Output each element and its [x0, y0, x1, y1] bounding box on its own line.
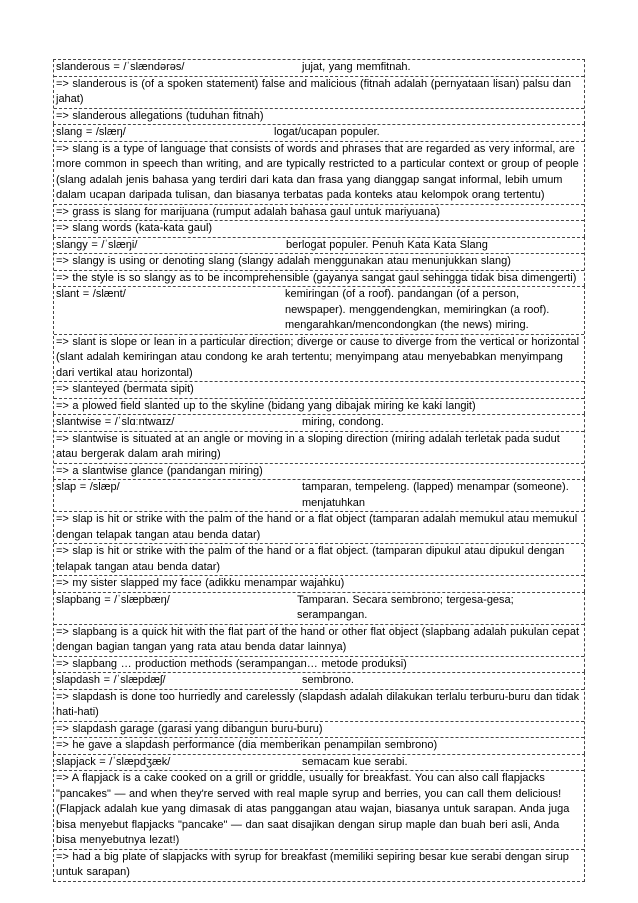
- entry-meaning: kemiringan (of a roof). pandangan (of a person, newspaper). menggendengkan, memiringkan (a roof). mengarahkan/mencondongkan (the news) miring.: [285, 288, 550, 331]
- entry-example-line: => slanderous allegations (tuduhan fitnah): [56, 109, 264, 122]
- vocab-entry: [53, 124, 585, 237]
- entry-headword: slang = /slæŋ/: [56, 126, 126, 138]
- entry-example-line: => slap is hit or strike with the palm of the hand or a flat object (tamparan adalah memukul atau memukul dengan telapak tangan atau benda datar): [54, 512, 584, 544]
- entry-example-line: => A flapjack is a cake cooked on a grill or griddle, usually for breakfast. You can also call flapjacks "pancakes" — and when they're served with real maple syrup and berries, you can call them delicious! (Flapjack adalah kue yang dimasak di atas panggangan atau wajan, biasanya untuk sarapan. Anda juga bisa menyebut flapjacks "pancake" — dan saat disajikan dengan sirup maple dan buah beri asli, Anda bisa menyebutnya lezat!): [54, 771, 584, 850]
- vocab-entry: [53, 237, 585, 287]
- entry-headword: slant = /slænt/: [56, 288, 126, 300]
- entry-example-line: => grass is slang for marijuana (rumput adalah bahasa gaul untuk mariyuana): [54, 205, 584, 222]
- entry-header: [54, 593, 584, 625]
- entry-headword: slantwise = /ˈslɑːntwaɪz/: [56, 416, 175, 428]
- entry-example-line: => slapbang … production methods (serampangan… metode produksi): [56, 657, 407, 670]
- entry-header: [54, 480, 584, 512]
- vocabulary-table: [53, 59, 585, 882]
- vocab-entry: [53, 59, 585, 124]
- entry-headword: slapdash = /ˈslæpdæʃ/: [56, 674, 166, 686]
- entry-meaning: miring, condong.: [302, 416, 384, 428]
- entry-example-line: => slangy is using or denoting slang (slangy adalah menggunakan atau menunjukkan slang): [54, 254, 584, 271]
- entry-example-line: => slanteyed (bermata sipit): [54, 382, 584, 399]
- entry-example-line: => a plowed field slanted up to the skyline (bidang yang dibajak miring ke kaki langit): [56, 399, 476, 412]
- entry-header: [54, 415, 584, 432]
- entry-example-line: => slap is hit or strike with the palm of the hand or a flat object. (tamparan dipukul atau dipukul dengan telapak tangan atau benda datar): [54, 544, 584, 576]
- entry-meaning: berlogat populer. Penuh Kata Kata Slang: [286, 238, 488, 251]
- entry-headword: slapjack = /ˈslæpdʒæk/: [56, 755, 171, 768]
- entry-example-line: => the style is so slangy as to be incomprehensible (gayanya sangat gaul sehingga tidak bisa dimengerti): [56, 271, 577, 284]
- vocab-entry: [53, 672, 585, 754]
- entry-example-line: => slapdash garage (garasi yang dibangun buru-buru): [54, 722, 584, 739]
- entry-example-line: => slant is slope or lean in a particular direction; diverge or cause to diverge from the vertical or horizontal (slant adalah kemiringan atau condong ke arah tertentu; menyimpang atau menyebabkan menyimpang dari vertikal atau horizontal): [54, 335, 584, 383]
- entry-example-line: => slapdash is done too hurriedly and carelessly (slapdash adalah dilakukan terlalu terburu-buru dan tidak hati-hati): [54, 690, 584, 722]
- vocab-entry: [53, 286, 585, 414]
- entry-example-line: => a slantwise glance (pandangan miring): [56, 464, 263, 477]
- vocab-entry: [53, 479, 585, 592]
- vocab-entry: [53, 414, 585, 479]
- entry-header: [54, 755, 584, 772]
- entry-header: [54, 287, 584, 335]
- entry-example-line: => slanderous is (of a spoken statement) false and malicious (fitnah adalah (pernyataan lisan) palsu dan jahat): [54, 77, 584, 109]
- entry-meaning: Tamparan. Secara sembrono; tergesa-gesa; serampangan.: [297, 593, 514, 621]
- entry-headword: slangy = /ˈslæŋi/: [56, 238, 138, 251]
- entry-meaning: jujat, yang memfitnah.: [302, 61, 411, 73]
- entry-headword: slapbang = /ˈslæpbæŋ/: [56, 593, 170, 606]
- entry-example-line: => slapbang is a quick hit with the flat part of the hand or other flat object (slapbang adalah pukulan cepat dengan bagian tangan yang rata atau benda datar lainnya): [54, 625, 584, 657]
- vocab-entry: [53, 754, 585, 882]
- entry-meaning: sembrono.: [302, 674, 354, 686]
- entry-meaning: tamparan, tempeleng. (lapped) menampar (someone). menjatuhkan: [302, 481, 569, 509]
- entry-header: [54, 238, 584, 255]
- entry-headword: slap = /slæp/: [56, 481, 120, 493]
- entry-example-line: => my sister slapped my face (adikku menampar wajahku): [56, 577, 345, 589]
- entry-header: [54, 125, 584, 142]
- entry-example-line: => had a big plate of slapjacks with syrup for breakfast (memiliki sepiring besar kue serabi dengan sirup untuk sarapan): [56, 850, 569, 878]
- entry-header: [54, 673, 584, 690]
- entry-meaning: semacam kue serabi.: [302, 755, 408, 768]
- entry-example-line: => slantwise is situated at an angle or moving in a sloping direction (miring adalah terletak pada sudut atau bergerak dalam arah miring): [54, 432, 584, 464]
- entry-example-line: => slang words (kata-kata gaul): [56, 222, 213, 234]
- entry-example-line: => he gave a slapdash performance (dia memberikan penampilan sembrono): [56, 739, 438, 751]
- entry-headword: slanderous = /ˈslændərəs/: [56, 61, 185, 73]
- entry-meaning: logat/ucapan populer.: [274, 126, 380, 138]
- vocab-entry: [53, 592, 585, 673]
- entry-header: [54, 60, 584, 77]
- entry-example-line: => slang is a type of language that consists of words and phrases that are regarded as very informal, are more common in speech than writing, and are typically restricted to a particular context or group of people (slang adalah jenis bahasa yang terdiri dari kata dan frasa yang dianggap sangat informal, lebih umum dalam ucapan daripada tulisan, dan biasanya terbatas pada konteks atau kelompok orang tertentu): [54, 142, 584, 205]
